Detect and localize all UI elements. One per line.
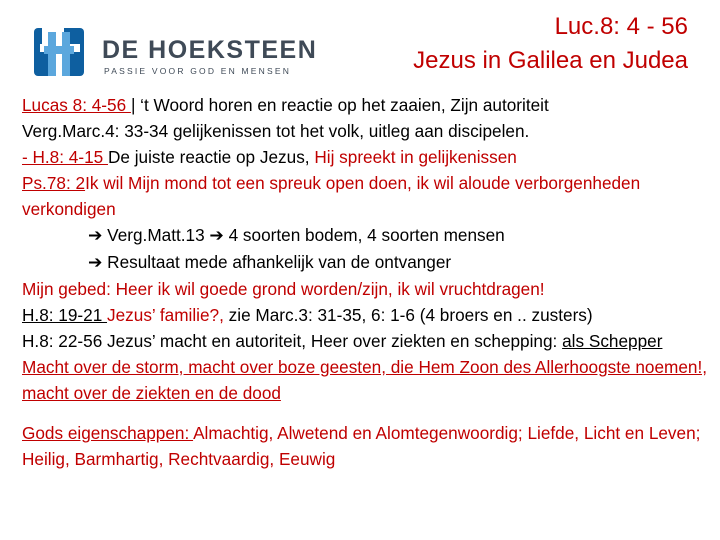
arrow-icon: ➔ [88, 253, 103, 273]
logo-tagline: PASSIE VOOR GOD EN MENSEN [104, 66, 292, 76]
slide-title [413, 10, 688, 78]
ref-h8-4-15: - H.8: 4-15 [22, 147, 108, 167]
text-juiste-reactie: De juiste reactie op Jezus, [107, 147, 315, 167]
ref-h8-19-21: H.8: 19-21 [22, 305, 108, 325]
body-line-11 [22, 420, 712, 472]
body-line-8 [22, 302, 712, 328]
body-line-1 [22, 92, 712, 118]
text-ps78: Ik wil Mijn mond tot een spreuk open doen, ik wil aloude verborgenheden verkondigen [22, 173, 641, 219]
body-line-4 [22, 170, 712, 222]
body-line-6 [22, 249, 712, 276]
arrow-icon: ➔ [88, 226, 103, 246]
de-hoeksteen-logo [30, 24, 320, 80]
ref-lucas: Lucas 8: 4-56 [22, 95, 131, 115]
body-line-10: Macht over de storm, macht over boze geesten, die Hem Zoon des Allerhoogste noemen!, macht over de ziekten en de dood [22, 357, 707, 403]
body-line-9 [22, 328, 712, 354]
text-als-schepper: als Schepper [562, 331, 663, 351]
text-lucas: | ‘t Woord horen en reactie op het zaaien, Zijn autoriteit [130, 95, 549, 115]
logo-cross-icon [30, 24, 88, 80]
text-resultaat: Resultaat mede afhankelijk van de ontvanger [102, 252, 452, 272]
title-line-2: Jezus in Galilea en Judea [413, 47, 688, 74]
title-line-1: Luc.8: 4 - 56 [554, 13, 688, 40]
text-soorten: 4 soorten bodem, 4 soorten mensen [223, 225, 505, 245]
text-verg-matt: Verg.Matt.13 [102, 225, 210, 245]
text-macht-autoriteit: H.8: 22-56 Jezus’ macht en autoriteit, Heer over ziekten en schepping: [22, 331, 563, 351]
body-line-3 [22, 144, 712, 170]
body-line-7: Mijn gebed: Heer ik wil goede grond worden/zijn, ik wil vruchtdragen! [22, 279, 545, 299]
body-line-2: Verg.Marc.4: 33-34 gelijkenissen tot het volk, uitleg aan discipelen. [22, 121, 530, 141]
text-familie: Jezus’ familie?, [107, 305, 229, 325]
logo-name: DE HOEKSTEEN [102, 36, 318, 64]
slide-body [22, 92, 712, 472]
spacer [22, 406, 712, 420]
label-gods-eigenschappen: Gods eigenschappen: [22, 423, 194, 443]
text-marc3: zie Marc.3: 31-35, 6: 1-6 (4 broers en .. zusters) [228, 305, 593, 325]
arrow-icon: ➔ [209, 226, 224, 246]
ref-ps78: Ps.78: 2 [22, 173, 86, 193]
text-eigenschappen: Almachtig, Alwetend en Alomtegenwoordig; Liefde, Licht en Leven; Heilig, Barmhartig, Rechtvaardig, Eeuwig [22, 423, 701, 469]
body-line-5 [22, 222, 712, 249]
text-gelijkenissen: Hij spreekt in gelijkenissen [314, 147, 517, 167]
